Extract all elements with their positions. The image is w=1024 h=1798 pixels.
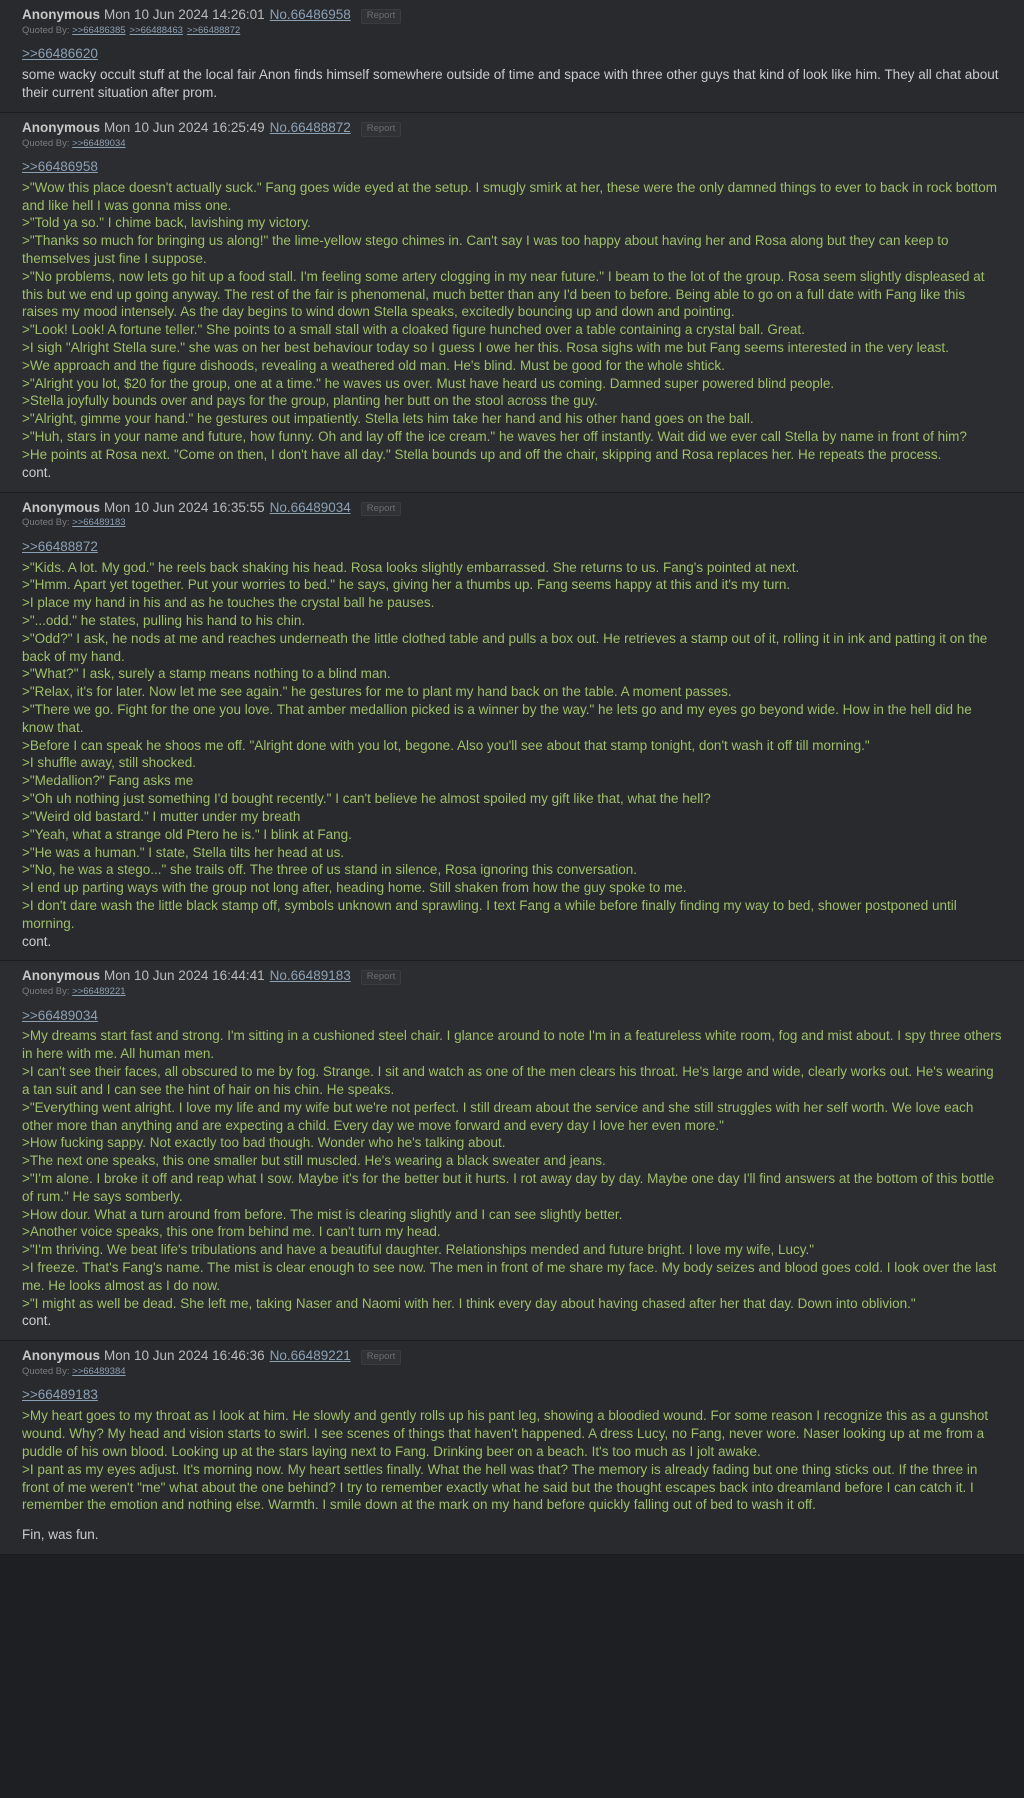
post-timestamp: Mon 10 Jun 2024 16:44:41 bbox=[104, 968, 265, 984]
post-greentext-line: >"Everything went alright. I love my life and my wife but we're not perfect. I still dream about the service and she still struggles with her self worth. We love each other more than anything and are expecting a child. Every day we move forward and every day I love her even more." bbox=[22, 1099, 974, 1133]
post-body bbox=[22, 45, 1002, 101]
post-body bbox=[22, 1386, 1002, 1544]
post-greentext-line: >"No, he was a stego..." she trails off. The three of us stand in silence, Rosa ignoring this conversation. bbox=[22, 862, 638, 878]
backlink-quote[interactable]: >>66486958 bbox=[22, 158, 98, 174]
post-header bbox=[22, 1348, 1002, 1365]
report-button[interactable]: Report bbox=[361, 502, 402, 517]
post-header bbox=[22, 500, 1002, 517]
post-header bbox=[22, 968, 1002, 985]
post-timestamp: Mon 10 Jun 2024 16:35:55 bbox=[104, 499, 265, 515]
report-button[interactable]: Report bbox=[361, 970, 402, 985]
post-number-link[interactable]: No.66489034 bbox=[269, 499, 351, 515]
post-greentext-line: >"I'm thriving. We beat life's tribulations and have a beautiful daughter. Relationships mended and future bright. I love my wife, Lucy." bbox=[22, 1242, 815, 1258]
quoted-by-row bbox=[22, 138, 1002, 150]
quoted-by-label: Quoted By: bbox=[22, 1366, 73, 1378]
post-number-link[interactable]: No.66486958 bbox=[269, 7, 351, 22]
quoted-by-label: Quoted By: bbox=[22, 986, 73, 998]
quoted-by-label: Quoted By: bbox=[22, 24, 73, 36]
post-greentext-line: >"Alright you lot, $20 for the group, one at a time." he waves us over. Must have heard us coming. Damned super powered blind people. bbox=[22, 375, 835, 391]
post-author: Anonymous bbox=[22, 499, 101, 515]
post-header bbox=[22, 120, 1002, 137]
post-number-link[interactable]: No.66488872 bbox=[269, 119, 351, 135]
post-greentext-line: >I freeze. That's Fang's name. The mist is clear enough to see now. The men in front of me share my face. My body seizes and blood goes cold. I look over the last me. He looks almost as I do now. bbox=[22, 1260, 997, 1293]
post-greentext-line: >How dour. What a turn around from before. The mist is clearing slightly and I can see slightly better. bbox=[22, 1206, 623, 1222]
post-author: Anonymous bbox=[22, 119, 101, 135]
quoted-by-link[interactable]: >>66489034 bbox=[72, 137, 126, 149]
quoted-by-link[interactable]: >>66488872 bbox=[186, 24, 241, 36]
post-greentext-line: >The next one speaks, this one smaller but still muscled. He's wearing a black sweater and jeans. bbox=[22, 1153, 606, 1169]
post-author: Anonymous bbox=[22, 968, 101, 984]
backlink-quote[interactable]: >>66486620 bbox=[22, 46, 98, 62]
post-greentext-line: >Before I can speak he shoos me off. "Alright done with you lot, begone. Also you'll see about that stamp tonight, don't wash it off till morning." bbox=[22, 737, 870, 753]
backlink-quote[interactable]: >>66489034 bbox=[22, 1007, 98, 1023]
report-button[interactable]: Report bbox=[361, 122, 402, 137]
post-greentext-line: >"No problems, now lets go hit up a food stall. I'm feeling some artery clogging in my near future." I beam to the lot of the group. Rosa seem slightly displeased at this but we end up going anyway. The rest of the fair is phenomenal, much better than any I'd been to before. Being able to go on a full date with Fang like this raises my mood intensely. As the day begins to wind down Stella speaks, excitedly bouncing up and down and pointing. bbox=[22, 268, 985, 320]
post-greentext-line: >"Medallion?" Fang asks me bbox=[22, 773, 194, 789]
quoted-by-row bbox=[22, 25, 1002, 37]
post-greentext-line: >My dreams start fast and strong. I'm sitting in a cushioned steel chair. I glance around to note I'm in a featureless white room, fog and mist about. I spy three others in here with me. All human men. bbox=[22, 1028, 1002, 1062]
post-greentext-line: >I can't see their faces, all obscured to me by fog. Strange. I sit and watch as one of the men clears his throat. He's large and wide, clearly works out. He's wearing a tan suit and I can see the hint of hair on his chin. He speaks. bbox=[22, 1064, 994, 1097]
backlink-quote[interactable]: >>66488872 bbox=[22, 538, 98, 554]
post-timestamp: Mon 10 Jun 2024 16:46:36 bbox=[104, 1348, 265, 1364]
post-greentext-line: >"I'm alone. I broke it off and reap what I sow. Maybe it's for the better but it hurts. I rot away day by day. Maybe one day I'll find answers at the bottom of this bottle of rum." He says somberly. bbox=[22, 1170, 995, 1204]
post-greentext-line: >"Hmm. Apart yet together. Put your worries to bed." he says, giving her a thumbs up. Fang seems happy at this and it's my turn. bbox=[22, 577, 791, 593]
post-greentext-line: >I pant as my eyes adjust. It's morning now. My heart settles finally. What the hell was that? The memory is already fading but one thing sticks out. If the three in front of me weren't "me" what about the one behind? I try to remember exactly what he said but the thought escapes back into dreamland before I can catch it. I remember the emotion and nothing else. Warmth. I smile down at the mark on my hand before quickly falling out of bed to wash it off. bbox=[22, 1461, 978, 1513]
post-greentext-line: >"Thanks so much for bringing us along!" the lime-yellow stego chimes in. Can't say I was too happy about having her and Rosa along but they can keep to themselves just fine I suppose. bbox=[22, 233, 949, 266]
quoted-by-label: Quoted By: bbox=[22, 137, 73, 149]
quoted-by-row bbox=[22, 1366, 1002, 1378]
post-greentext-line: >"Look! Look! A fortune teller." She points to a small stall with a cloaked figure hunched over a table containing a crystal ball. Great. bbox=[22, 322, 805, 338]
backlink-quote[interactable]: >>66489183 bbox=[22, 1387, 98, 1403]
post bbox=[0, 961, 1024, 1341]
post-author: Anonymous bbox=[22, 7, 101, 22]
post-greentext-line: >"Yeah, what a strange old Ptero he is." I blink at Fang. bbox=[22, 826, 352, 842]
post-greentext-line: >I don't dare wash the little black stamp off, symbols unknown and sprawling. I text Fang a while before finally finding my way to bed, shower postponed until morning. bbox=[22, 897, 957, 931]
quoted-by-link[interactable]: >>66486385 bbox=[72, 24, 126, 36]
post-greentext-line: >"Relax, it's for later. Now let me see again." he gestures for me to plant my hand back on the table. A moment passes. bbox=[22, 684, 732, 700]
post-line: cont. bbox=[22, 1313, 52, 1329]
post-greentext-line: >"I might as well be dead. She left me, taking Naser and Naomi with her. I think every day about having chased after her that day. Down into oblivion." bbox=[22, 1295, 916, 1311]
quoted-by-link[interactable]: >>66489221 bbox=[72, 986, 126, 998]
post-body bbox=[22, 538, 1002, 951]
post-author: Anonymous bbox=[22, 1348, 101, 1364]
post-greentext-line: >I sigh "Alright Stella sure." she was on her best behaviour today so I guess I owe her this. Rosa sighs with me but Fang seems interested in the very least. bbox=[22, 340, 949, 355]
post-greentext-line: >"There we go. Fight for the one you love. That amber medallion picked is a winner by the way." he lets go and my eyes go beyond wide. How in the hell did he know that. bbox=[22, 702, 972, 735]
post-greentext-line: >I end up parting ways with the group not long after, heading home. Still shaken from how the guy spoke to me. bbox=[22, 880, 687, 896]
report-button[interactable]: Report bbox=[361, 9, 402, 24]
post-greentext-line: >"Told ya so." I chime back, lavishing my victory. bbox=[22, 215, 311, 231]
quoted-by-row bbox=[22, 986, 1002, 998]
post-greentext-line: >I place my hand in his and as he touches the crystal ball he pauses. bbox=[22, 595, 435, 611]
post-number-link[interactable]: No.66489221 bbox=[269, 1348, 351, 1364]
post-greentext-line: >"Alright, gimme your hand." he gestures out impatiently. Stella lets him take her hand and his other hand goes on the ball. bbox=[22, 411, 754, 427]
post bbox=[0, 1341, 1024, 1555]
quoted-by-link[interactable]: >>66488463 bbox=[129, 24, 183, 36]
post-line: Fin, was fun. bbox=[22, 1527, 99, 1543]
post-greentext-line: >My heart goes to my throat as I look at him. He slowly and gently rolls up his pant leg, showing a bloodied wound. For some reason I recognize this as a gunshot wound. Why? My head and vision starts to swirl. I see scenes of things that haven't happened. A dress Lucy, no Fang, never wore. Naser looking up at me from a puddle of his own blood. Looking up at the stars laying next to Fang. Drinking beer on a beach. It's too much as I jolt awake. bbox=[22, 1408, 989, 1459]
post-greentext-line: >"Wow this place doesn't actually suck." Fang goes wide eyed at the setup. I smugly smirk at her, these were the only damned things to ever to back in rock bottom and like hell I was gonna miss one. bbox=[22, 179, 998, 213]
quoted-by-link[interactable]: >>66489384 bbox=[72, 1366, 126, 1378]
quoted-by-row bbox=[22, 517, 1002, 529]
post-greentext-line: >We approach and the figure dishoods, revealing a weathered old man. He's blind. Must be good for the whole shtick. bbox=[22, 357, 725, 373]
post-timestamp: Mon 10 Jun 2024 16:25:49 bbox=[104, 119, 265, 135]
post-greentext-line: >Another voice speaks, this one from behind me. I can't turn my head. bbox=[22, 1224, 441, 1240]
post-body bbox=[22, 158, 1002, 482]
post-line: cont. bbox=[22, 464, 52, 480]
post-line: some wacky occult stuff at the local fair Anon finds himself somewhere outside of time and space with three other guys that kind of look like him. They all chat about their current situation after prom. bbox=[22, 67, 999, 100]
post-greentext-line: >"Oh uh nothing just something I'd bought recently." I can't believe he almost spoiled my gift like that, what the hell? bbox=[22, 791, 711, 807]
post-number-link[interactable]: No.66489183 bbox=[269, 968, 351, 984]
post-greentext-line: >"Huh, stars in your name and future, how funny. Oh and lay off the ice cream." he waves her off instantly. Wait did we ever call Stella by name in front of him? bbox=[22, 429, 967, 445]
post-greentext-line: >"Weird old bastard." I mutter under my breath bbox=[22, 808, 301, 824]
post-greentext-line: >"...odd." he states, pulling his hand to his chin. bbox=[22, 612, 306, 628]
post-greentext-line: >"He was a human." I state, Stella tilts her head at us. bbox=[22, 844, 345, 860]
post-greentext-line: >"Kids. A lot. My god." he reels back shaking his head. Rosa looks slightly embarrassed. She returns to us. Fang's pointed at next. bbox=[22, 559, 800, 575]
quoted-by-label: Quoted By: bbox=[22, 517, 73, 529]
post-greentext-line: >"Odd?" I ask, he nods at me and reaches underneath the little clothed table and pulls a box out. He retrieves a stamp out of it, rolling it in ink and patting it on the back of my hand. bbox=[22, 630, 988, 664]
post-greentext-line: >How fucking sappy. Not exactly too bad though. Wonder who he's talking about. bbox=[22, 1135, 506, 1151]
post bbox=[0, 0, 1024, 113]
post bbox=[0, 113, 1024, 493]
post-header bbox=[22, 7, 1002, 24]
post-timestamp: Mon 10 Jun 2024 14:26:01 bbox=[104, 7, 265, 22]
post-greentext-line: >He points at Rosa next. "Come on then, I don't have all day." Stella bounds up and off the chair, skipping and Rosa replaces her. He repeats the process. bbox=[22, 446, 942, 462]
post bbox=[0, 493, 1024, 962]
post-greentext-line: >"What?" I ask, surely a stamp means nothing to a blind man. bbox=[22, 666, 391, 682]
quoted-by-link[interactable]: >>66489183 bbox=[72, 517, 126, 529]
post-greentext-line: >Stella joyfully bounds over and pays for the group, planting her butt on the stool across the guy. bbox=[22, 393, 598, 409]
report-button[interactable]: Report bbox=[361, 1350, 402, 1365]
post-blank-line bbox=[22, 1514, 1002, 1526]
post-greentext-line: >I shuffle away, still shocked. bbox=[22, 755, 196, 771]
post-line: cont. bbox=[22, 933, 52, 949]
post-body bbox=[22, 1007, 1002, 1331]
